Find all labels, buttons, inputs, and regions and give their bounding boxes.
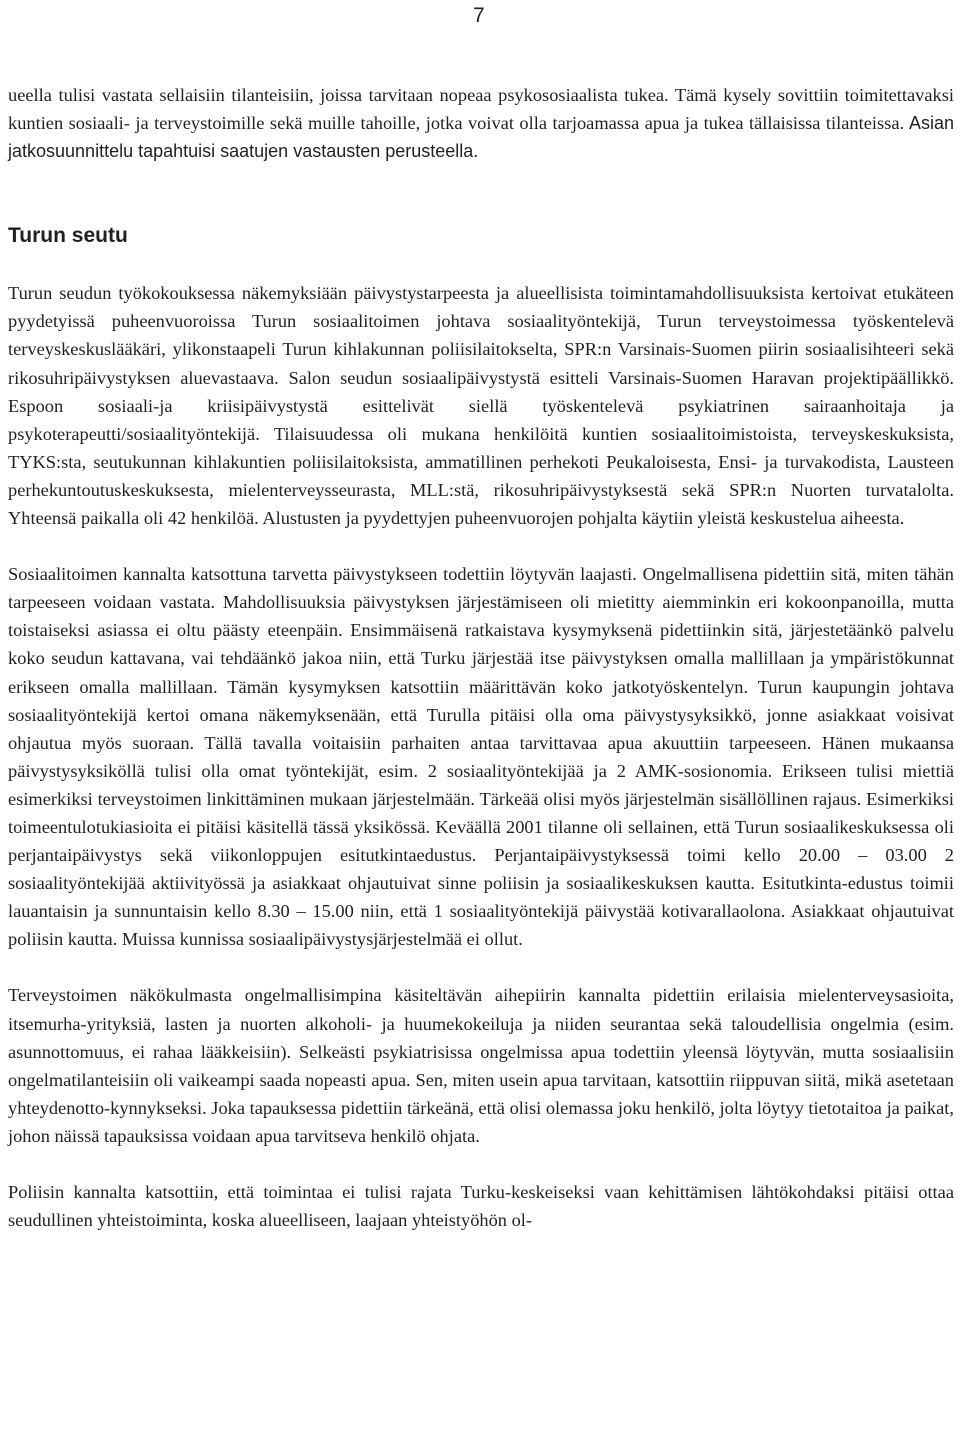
document-body: [8, 81, 954, 1234]
page-number: 7: [473, 4, 485, 27]
paragraph-3: Terveystoimen näkökulmasta ongelmallisimpina käsiteltävän aihepiirin kannalta pidettiin erilaisia mielenterveysasioita, itsemurha-yrityksiä, lasten ja nuorten alkoholi- ja huumekokeiluja ja niiden seurantaa sekä taloudellisia ongelmia (esim. asunnottomuus, ei rahaa lääkkeisiin). Selkeästi psykiatrisissa ongelmissa apua todettiin yleensä löytyvän, mutta sosiaalisiin ongelmatilanteisiin oli vaikeampi saada nopeasti apua. Sen, miten usein apua tarvitaan, katsottiin riippuvan siitä, mikä asetetaan yhteydenotto-kynnykseksi. Joka tapauksessa pidettiin tärkeänä, että olisi olemassa joku henkilö, jolta löytyy tietotaitoa ja paikat, johon näissä tapauksissa voidaan apua tarvitseva henkilö ohjata.: [8, 985, 954, 1146]
paragraph-4: Poliisin kannalta katsottiin, että toimintaa ei tulisi rajata Turku-keskeiseksi vaan kehittämisen lähtökohdaksi pitäisi ottaa seudullinen yhteistoiminta, koska alueelliseen, laajaan yhteistyöhön ol-: [8, 1182, 954, 1231]
intro-paragraph: [8, 81, 954, 165]
paragraph-1: Turun seudun työkokouksessa näkemyksiään päivystystarpeesta ja alueellisista toimintamahdollisuuksista kertoivat etukäteen pyydetyissä puheenvuoroissa Turun sosiaalitoimen johtava sosiaalityöntekijä, Turun terveystoimessa työskentelevä terveyskeskuslääkäri, ylikonstaapeli Turun kihlakunnan poliisilaitokselta, SPR:n Varsinais-Suomen piirin sosiaalisihteeri sekä rikosuhripäivystyksen aluevastaava. Salon seudun sosiaalipäivystystä esitteli Varsinais-Suomen Haravan projektipäällikkö. Espoon sosiaali-ja kriisipäivystystä esittelivät siellä työskentelevä psykiatrinen sairaanhoitaja ja psykoterapeutti/sosiaalityöntekijä. Tilaisuudessa oli mukana henkilöitä kuntien sosiaalitoimistoista, terveyskeskuksista, TYKS:sta, seutukunnan kihlakuntien poliisilaitoksista, ammatillinen perhekoti Peukaloisesta, Ensi- ja turvakodista, Lausteen perhekuntoutuskeskuksesta, mielenterveysseurasta, MLL:stä, rikosuhripäivystyksestä sekä SPR:n Nuorten turvatalolta. Yhteensä paikalla oli 42 henkilöä. Alustusten ja pyydettyjen puheenvuorojen pohjalta käytiin yleistä keskustelua aiheesta.: [8, 283, 954, 529]
intro-text-sans: Asian jatkosuunnittelu tapahtuisi saatujen vastausten perusteella.: [8, 113, 954, 162]
paragraph-2: Sosiaalitoimen kannalta katsottuna tarvetta päivystykseen todettiin löytyvän laajasti. Ongelmallisena pidettiin sitä, miten tähän tarpeeseen voidaan vastata. Mahdollisuuksia päivystyksen järjestämiseen oli mietitty aiemminkin eri kokoonpanoilla, mutta toistaiseksi asiassa ei oltu päästy eteenpäin. Ensimmäisenä ratkaistava kysymyksenä pidettiinkin sitä, järjestetäänkö palvelu koko seudun kattavana, vai tehdäänkö jakoa niin, että Turku järjestää itse päivystyksen omalla mallillaan ja ympäristökunnat erikseen omalla mallillaan. Tämän kysymyksen katsottiin määrittävän koko jatkotyöskentelyn. Turun kaupungin johtava sosiaalityöntekijä kertoi omana näkemyksenään, että Turulla pitäisi olla oma päivystysyksikkö, jonne asiakkaat voisivat ohjautua myös suoraan. Tällä tavalla voitaisiin parhaiten antaa tarvittavaa apua akuuttiin tarpeeseen. Hänen mukaansa päivystysyksiköllä tulisi olla omat työntekijät, esim. 2 sosiaalityöntekijää ja 2 AMK-sosionomia. Erikseen tulisi miettiä esimerkiksi terveystoimen linkittäminen mukaan järjestelmään. Tärkeää olisi myös järjestelmän sisällöllinen rajaus. Esimerkiksi toimeentulotukiasioita ei pitäisi käsitellä tässä yksikössä. Keväällä 2001 tilanne oli sellainen, että Turun sosiaalikeskuksessa oli perjantaipäivystys sekä viikonloppujen esitutkintaedustus. Perjantaipäivystyksessä toimi kello 20.00 – 03.00 2 sosiaalityöntekijää aktiivityössä ja asiakkaat ohjautuivat sinne poliisin ja sosiaalikeskuksen kautta. Esitutkinta-edustus toimii lauantaisin ja sunnuntaisin kello 8.30 – 15.00 niin, että 1 sosiaalityöntekijä päivystää kotivarallaolona. Asiakkaat ohjautuivat poliisin kautta. Muissa kunnissa sosiaalipäivystysjärjestelmää ei ollut.: [8, 564, 954, 950]
intro-text-serif: ueella tulisi vastata sellaisiin tilanteisiin, joissa tarvitaan nopeaa psykososiaalista tukea. Tämä kysely sovittiin toimitettavaksi kuntien sosiaali- ja terveystoimille sekä muille tahoille, jotka voivat olla tarjoamassa apua ja tukea tällaisissa tilanteissa.: [8, 85, 954, 134]
section-heading: Turun seutu: [8, 224, 128, 248]
